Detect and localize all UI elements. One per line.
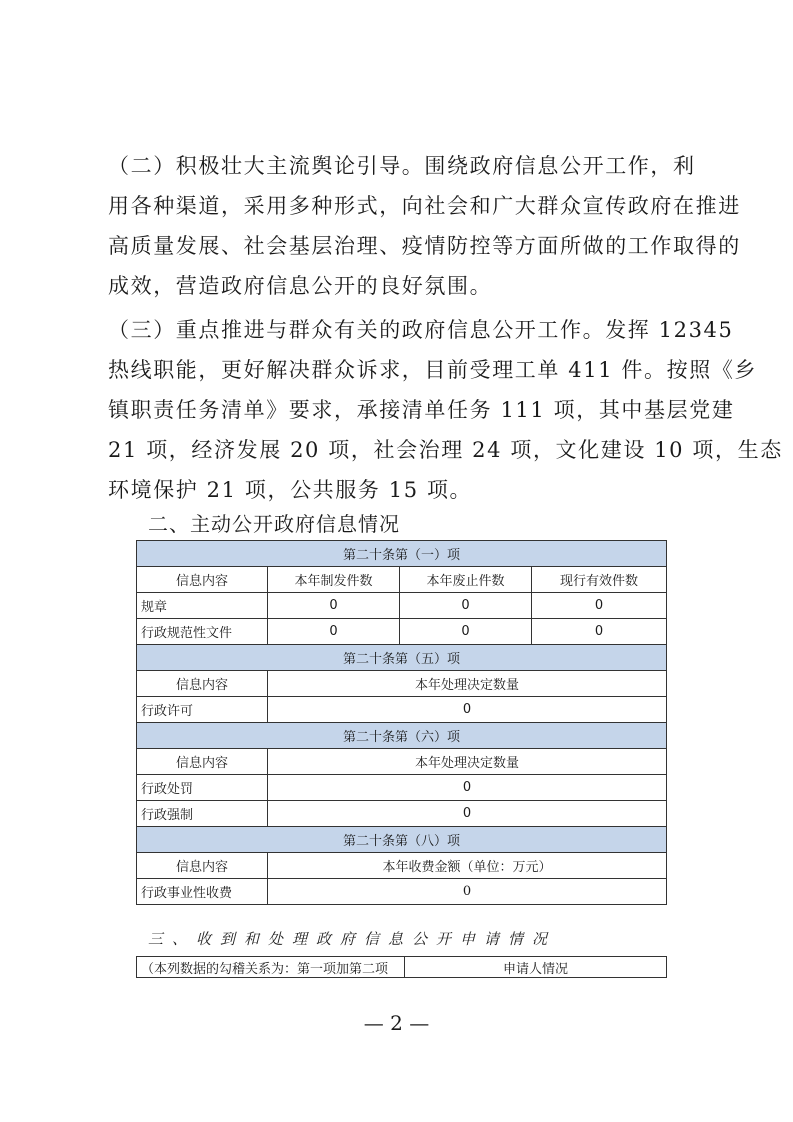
table-row: [137, 593, 667, 619]
column-header: 信息内容: [137, 853, 268, 879]
cell-value: 0: [400, 619, 532, 645]
paragraph-line: 镇职责任务清单》要求，承接清单任务 111 项，其中基层党建: [108, 398, 735, 422]
column-header: 本年废止件数: [400, 567, 532, 593]
paragraph-line: 21 项，经济发展 20 项，社会治理 24 项，文化建设 10 项，生态: [108, 438, 783, 462]
column-header: 申请人情况: [405, 957, 667, 978]
table-section-header: [137, 827, 667, 853]
row-label: 行政处罚: [137, 775, 268, 801]
proactive-disclosure-table: [136, 540, 667, 905]
paragraph-line: 热线职能，更好解决群众诉求，目前受理工单 411 件。按照《乡: [108, 358, 758, 382]
cell-value: 0: [268, 697, 667, 723]
column-header: 现行有效件数: [532, 567, 667, 593]
paragraph-public-opinion: [108, 146, 741, 306]
table-section-header: [137, 723, 667, 749]
table-row: [137, 775, 667, 801]
cell-value: 0: [532, 619, 667, 645]
table-header-row: [137, 957, 667, 978]
paragraph-line: （三）重点推进与群众有关的政府信息公开工作。发挥 12345: [108, 318, 734, 342]
table-header-row: [137, 671, 667, 697]
table-section-header: [137, 541, 667, 567]
column-header: 信息内容: [137, 567, 268, 593]
cell-value: 0: [532, 593, 667, 619]
section-title: 第二十条第（八）项: [137, 827, 667, 853]
cell-value: 0: [268, 619, 400, 645]
cell-value: 0: [268, 593, 400, 619]
column-note: （本列数据的勾稽关系为：第一项加第二项: [137, 957, 405, 978]
application-table: [136, 956, 667, 978]
paragraph-key-disclosure: [108, 310, 783, 510]
section-heading-application-handling: 三、收到和处理政府信息公开申请情况: [148, 930, 557, 948]
paragraph-line: 用各种渠道，采用多种形式，向社会和广大群众宣传政府在推进: [108, 194, 741, 218]
column-header: 信息内容: [137, 749, 268, 775]
column-header: 本年处理决定数量: [268, 749, 667, 775]
page-number: — 2 —: [363, 1011, 430, 1035]
row-label: 行政强制: [137, 801, 268, 827]
row-label: 规章: [137, 593, 268, 619]
paragraph-line: 环境保护 21 项，公共服务 15 项。: [108, 478, 473, 502]
cell-value: 0: [400, 593, 532, 619]
section-title: 第二十条第（一）项: [137, 541, 667, 567]
table-row: [137, 801, 667, 827]
section-title: 第二十条第（六）项: [137, 723, 667, 749]
column-header: 本年收费金额（单位：万元）: [268, 853, 667, 879]
row-label: 行政规范性文件: [137, 619, 268, 645]
paragraph-line: （二）积极壮大主流舆论引导。围绕政府信息公开工作，利: [108, 154, 696, 178]
cell-value: 0: [268, 801, 667, 827]
table-row: [137, 697, 667, 723]
paragraph-line: 成效，营造政府信息公开的良好氛围。: [108, 274, 493, 298]
row-label: 行政事业性收费: [137, 879, 268, 905]
table-header-row: [137, 749, 667, 775]
cell-value: 0: [268, 775, 667, 801]
paragraph-line: 高质量发展、社会基层治理、疫情防控等方面所做的工作取得的: [108, 234, 741, 258]
column-header: 本年处理决定数量: [268, 671, 667, 697]
row-label: 行政许可: [137, 697, 268, 723]
column-header: 信息内容: [137, 671, 268, 697]
section-title: 第二十条第（五）项: [137, 645, 667, 671]
table-header-row: [137, 567, 667, 593]
column-header: 本年制发件数: [268, 567, 400, 593]
table-header-row: [137, 853, 667, 879]
cell-value: 0: [268, 879, 667, 905]
table-row: [137, 879, 667, 905]
table-row: [137, 619, 667, 645]
section-heading-proactive-disclosure: 二、主动公开政府信息情况: [148, 512, 400, 536]
table-section-header: [137, 645, 667, 671]
